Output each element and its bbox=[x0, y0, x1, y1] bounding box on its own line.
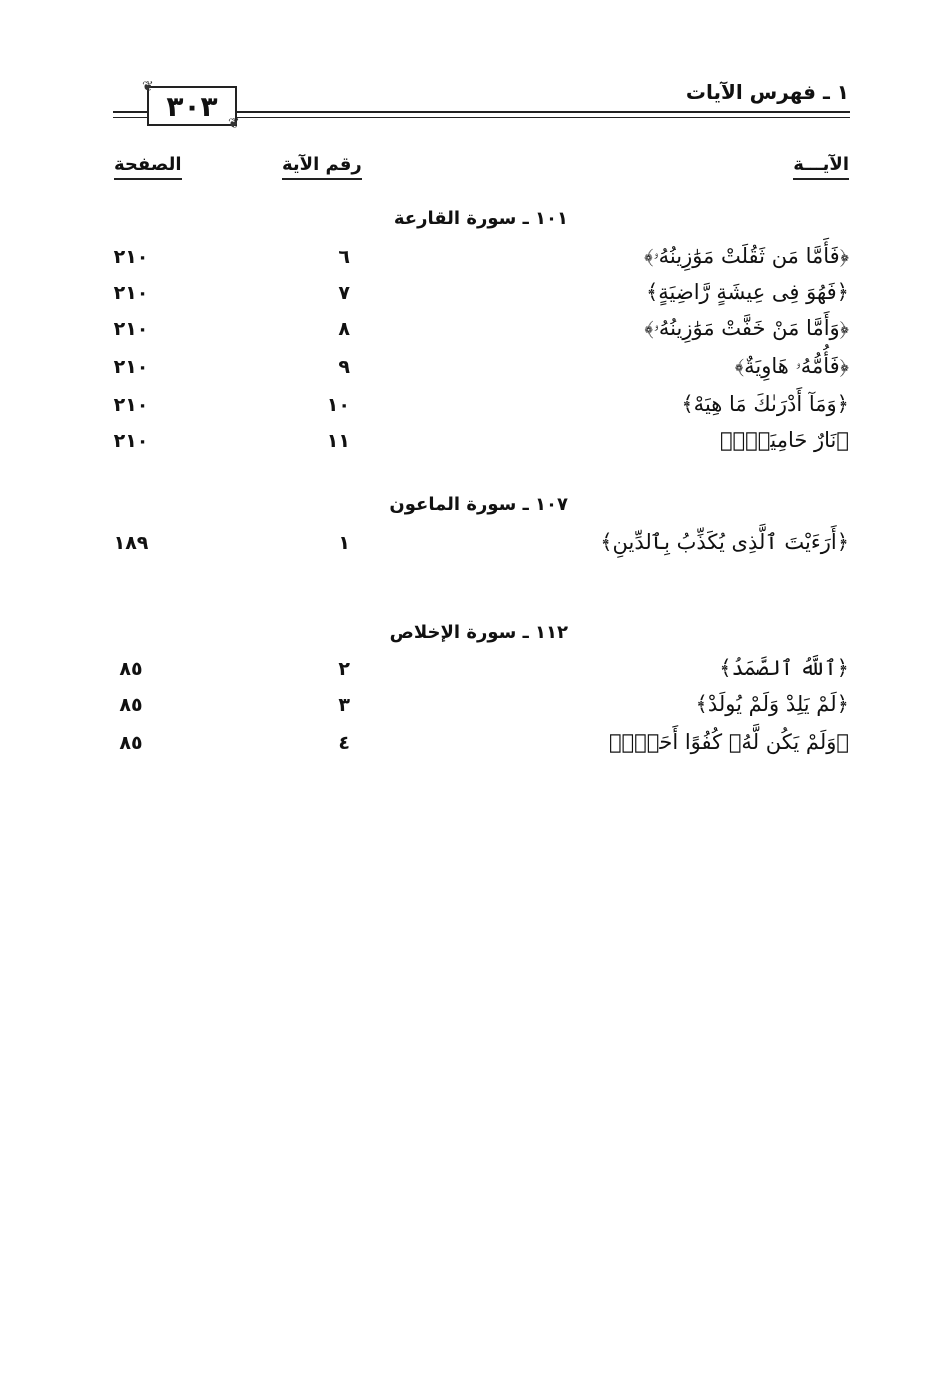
page-reference: ٢١٠ bbox=[113, 282, 149, 304]
index-row bbox=[0, 652, 927, 688]
column-header-verse: الآيـــة bbox=[793, 154, 849, 175]
verse-text: ﴿لَمْ يَلِدْ وَلَمْ يُولَدْ﴾ bbox=[695, 692, 849, 716]
index-row bbox=[0, 388, 927, 424]
page-reference: ٢١٠ bbox=[113, 356, 149, 378]
page-reference: ٨٥ bbox=[119, 732, 143, 754]
verse-text: ﴿وَمَآ أَدْرَىٰكَ مَا هِيَهْ﴾ bbox=[681, 392, 849, 416]
index-row bbox=[0, 312, 927, 348]
page-reference: ٢١٠ bbox=[113, 246, 149, 268]
ayah-number: ١١ bbox=[326, 430, 350, 452]
corner-ornament-icon: ❦ bbox=[228, 116, 240, 132]
verse-text: ﴿وَأَمَّا مَنْ خَفَّتْ مَوَٰزِينُهُۥ﴾ bbox=[644, 316, 849, 340]
index-row bbox=[0, 350, 927, 386]
ayah-number: ٤ bbox=[338, 732, 350, 754]
index-row bbox=[0, 276, 927, 312]
verse-text: ﴿وَلَمْ يَكُن لَّهُۥ كُفُوًا أَحَدٌۢ﴾ bbox=[608, 730, 849, 754]
surah-heading: ١٠٧ ـ سورة الماعون bbox=[389, 494, 568, 515]
page-reference: ٨٥ bbox=[119, 694, 143, 716]
surah-heading: ١٠١ ـ سورة القارعة bbox=[393, 208, 568, 229]
ayah-number: ٢ bbox=[338, 658, 350, 680]
surah-heading: ١١٢ ـ سورة الإخلاص bbox=[389, 622, 568, 643]
ayah-number: ٨ bbox=[338, 318, 350, 340]
verse-text: ﴿ٱللَّهُ ٱلصَّمَدُ﴾ bbox=[719, 656, 849, 680]
page-reference: ٨٥ bbox=[119, 658, 143, 680]
verse-text: ﴿فَأُمُّهُۥ هَاوِيَةٌ﴾ bbox=[734, 354, 849, 378]
ayah-number: ٧ bbox=[338, 282, 350, 304]
page-reference: ٢١٠ bbox=[113, 318, 149, 340]
corner-ornament-icon: ❦ bbox=[142, 79, 154, 95]
index-row bbox=[0, 526, 927, 562]
index-row bbox=[0, 424, 927, 460]
ayah-number: ١٠ bbox=[326, 394, 350, 416]
ayah-number: ١ bbox=[338, 532, 350, 554]
index-row bbox=[0, 688, 927, 724]
page-reference: ١٨٩ bbox=[113, 532, 149, 554]
index-row bbox=[0, 726, 927, 762]
page-reference: ٢١٠ bbox=[113, 394, 149, 416]
column-header-ayah-number: رقم الآية bbox=[282, 154, 362, 175]
index-title: ١ ـ فهرس الآيات bbox=[685, 80, 849, 104]
page-number: ٣٠٣ bbox=[147, 86, 237, 126]
index-row bbox=[0, 240, 927, 276]
ayah-number: ٩ bbox=[338, 356, 350, 378]
ayah-number: ٣ bbox=[338, 694, 350, 716]
column-header-page: الصفحة bbox=[114, 154, 182, 175]
page-reference: ٢١٠ bbox=[113, 430, 149, 452]
verse-text: ﴿أَرَءَيْتَ ٱلَّذِى يُكَذِّبُ بِٱلدِّينِ﴾ bbox=[600, 530, 849, 554]
verse-text: ﴿فَأَمَّا مَن ثَقُلَتْ مَوَٰزِينُهُۥ﴾ bbox=[644, 244, 849, 268]
verse-text: ﴿فَهُوَ فِى عِيشَةٍ رَّاضِيَةٍ﴾ bbox=[645, 280, 849, 304]
verse-text: ﴿نَارٌ حَامِيَةٌۢ﴾ bbox=[719, 428, 849, 452]
ayah-number: ٦ bbox=[338, 246, 350, 268]
